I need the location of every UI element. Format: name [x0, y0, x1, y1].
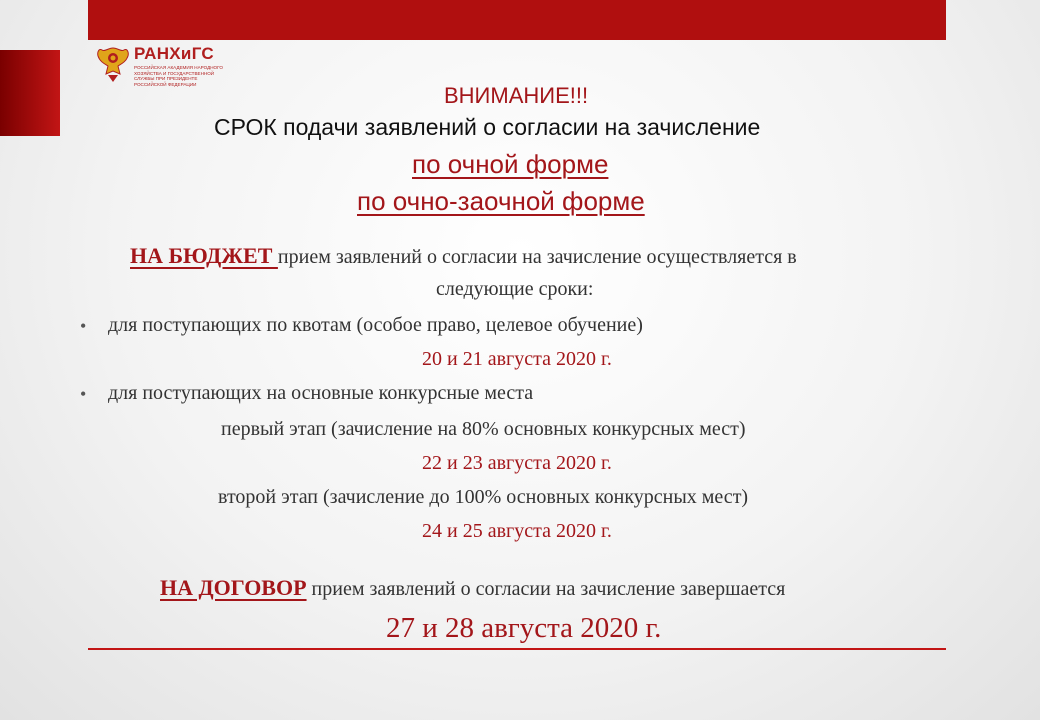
form-full-time: по очной форме [412, 149, 609, 179]
side-accent-bar [0, 50, 60, 136]
budget-text: прием заявлений о согласии на зачисление осуществляется в [277, 246, 797, 268]
quota-item: для поступающих по квотам (особое право, целевое обучение) [108, 314, 643, 336]
budget-text-line2: следующие сроки: [436, 278, 594, 300]
contract-line [160, 575, 785, 601]
logo-subtitle: РОССИЙСКАЯ АКАДЕМИЯ НАРОДНОГО ХОЗЯЙСТВА И ГОСУДАРСТВЕННОЙ СЛУЖБЫ ПРИ ПРЕЗИДЕНТЕ РОССИЙСКОЙ ФЕДЕРАЦИИ [134, 65, 223, 87]
logo-name: РАНХиГС [134, 44, 214, 63]
budget-line [130, 243, 797, 269]
form-part-time: по очно-заочной форме [357, 186, 645, 216]
general-item: для поступающих на основные конкурсные места [108, 382, 534, 404]
bottom-rule [88, 648, 946, 650]
attention-heading: ВНИМАНИЕ!!! [444, 83, 589, 108]
logo [96, 44, 226, 86]
bullet-icon: • [80, 384, 87, 404]
stage2-date: 24 и 25 августа 2020 г. [422, 520, 612, 542]
bullet-icon: • [80, 316, 87, 336]
quota-date: 20 и 21 августа 2020 г. [422, 348, 612, 370]
top-accent-bar [88, 0, 946, 40]
subject-heading: СРОК подачи заявлений о согласии на зачисление [214, 114, 761, 140]
stage1-date: 22 и 23 августа 2020 г. [422, 452, 612, 474]
contract-date: 27 и 28 августа 2020 г. [386, 612, 662, 644]
budget-label: НА БЮДЖЕТ [130, 243, 278, 268]
eagle-emblem-icon [96, 44, 130, 84]
stage2-text: второй этап (зачисление до 100% основных конкурсных мест) [218, 486, 749, 508]
contract-text: прием заявлений о согласии на зачисление завершается [311, 578, 786, 600]
contract-label: НА ДОГОВОР [160, 575, 307, 600]
stage1-text: первый этап (зачисление на 80% основных конкурсных мест) [221, 418, 746, 440]
